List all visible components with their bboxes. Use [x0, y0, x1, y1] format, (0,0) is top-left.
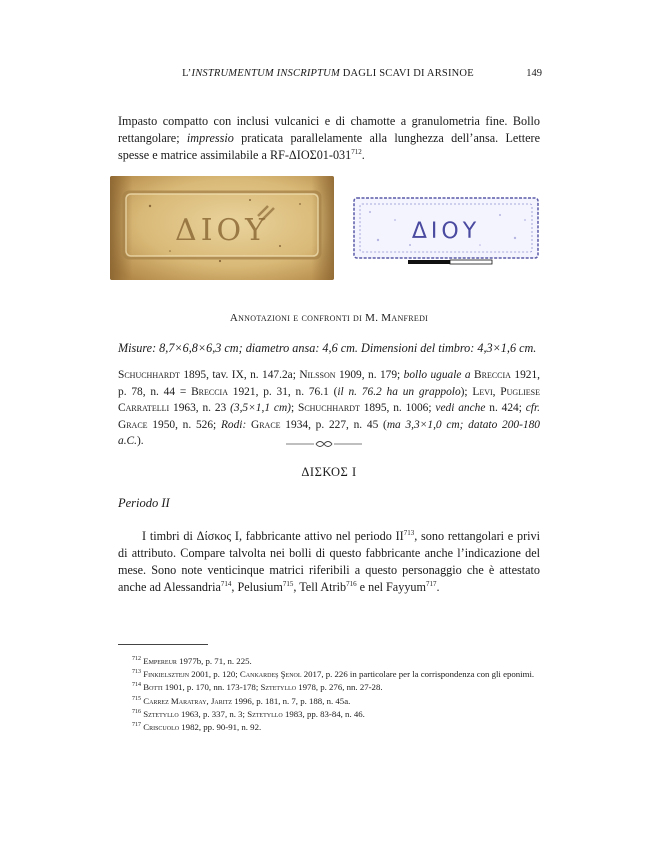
body-text-d: , Tell Atrib: [293, 580, 347, 594]
stamp-photo-inscription: ΔΙΟΥ: [175, 213, 269, 248]
footnote: [118, 695, 540, 708]
author-name: Sztetyllo: [143, 708, 179, 719]
text-run: ma 3,3×1,0 cm; datato 200-180 a.C.: [118, 418, 540, 447]
text-run: 1895, n. 1006;: [359, 402, 436, 414]
footnote-number: 717: [132, 722, 141, 729]
author-name: Carrez Maratray, Jaritz: [143, 695, 233, 706]
text-run: 1996, p. 181, n. 7, p. 188, n. 45a.: [232, 695, 351, 706]
footnote-ref[interactable]: 717: [425, 579, 437, 588]
author-name: Grace: [118, 418, 148, 431]
author-name: Sztetyllo: [260, 682, 297, 693]
footnote: [118, 655, 540, 668]
body-paragraph: [118, 528, 540, 596]
text-run: );: [460, 385, 473, 398]
author-name: Sztetyllo: [247, 708, 283, 719]
author-name: Botti: [143, 682, 163, 693]
footnote-rule: [118, 644, 208, 645]
author-name: Schuchhardt: [297, 402, 360, 414]
text-run: 1963, p. 337, n. 3;: [178, 708, 248, 719]
text-run: 1978, p. 276, nn. 27-28.: [296, 682, 383, 693]
text-run: bollo uguale a: [403, 369, 475, 381]
footnote-number: 715: [132, 695, 141, 702]
body-text-a: I timbri di Δίσκος I, fabbricante attivo nel periodo II: [142, 529, 404, 543]
footnote-ref[interactable]: 712: [351, 147, 362, 156]
text-run: 1950, n. 526;: [147, 418, 221, 431]
author-name: Breccia: [474, 369, 511, 381]
text-run: n. 424;: [485, 402, 526, 414]
footnote: [118, 668, 540, 681]
author-name: Schuchhardt: [118, 369, 180, 381]
running-head-italic: INSTRUMENTUM INSCRIPTUM: [191, 68, 340, 79]
text-run: 1977b, p. 71, n. 225.: [176, 656, 252, 666]
text-run: 1982, pp. 90-91, n. 92.: [179, 722, 262, 733]
text-run: ).: [137, 435, 144, 447]
footnote-ref[interactable]: 714: [220, 579, 232, 588]
text-run: 1934, p. 227, n. 45 (: [280, 418, 387, 431]
footnote-ref[interactable]: 715: [282, 579, 294, 588]
text-run: il n. 76.2 ha un grappolo: [337, 385, 461, 398]
text-run: (3,5×1,1 cm): [230, 402, 291, 414]
running-head-suffix: DAGLI SCAVI DI ARSINOE: [339, 68, 474, 79]
period-heading: Periodo II: [118, 496, 170, 510]
intro-text-1: Impasto compatto con inclusi vulcanici e di chamotte a granulometria fine. Bollo rettangolare;: [118, 114, 540, 145]
running-head: [118, 68, 538, 79]
footnote-ref[interactable]: 713: [403, 528, 415, 537]
text-run: 1895, tav. IX, n. 147.2a;: [179, 369, 300, 381]
body-text-c: , Pelusium: [231, 580, 283, 594]
footnote-number: 716: [132, 708, 141, 715]
intro-paragraph: [118, 113, 540, 164]
footnotes: [118, 655, 540, 734]
text-run: 1963, n. 23: [169, 402, 231, 414]
body-text-f: .: [436, 580, 440, 594]
text-run: 1921, p. 31, n. 76.1 (: [228, 385, 338, 398]
body-text-b: , sono rettangolari e privi di attributo. Compare talvolta nei bolli di questo fabbricante anche l’indicazione del mese. Sono note venticinque matrici riferibili a questo personaggio che è attestato anche ad Alessandria: [118, 529, 540, 594]
footnote-ref[interactable]: 716: [346, 579, 357, 588]
annotations-caption: Annotazioni e confronti di M. Manfredi: [229, 312, 429, 324]
text-run: Rodi:: [220, 418, 247, 431]
footnote: [118, 721, 540, 734]
footnote: [118, 681, 540, 694]
text-run: 1909, n. 179;: [335, 369, 404, 381]
text-run: ;: [290, 402, 298, 414]
author-name: Levi, Pugliese Carratelli: [118, 385, 540, 414]
text-run: 1983, pp. 83-84, n. 46.: [282, 708, 365, 719]
stamp-drawing: [350, 190, 542, 270]
intro-italic: impressio: [186, 131, 234, 145]
section-title: ΔΙΣΚΟΣ I: [301, 465, 357, 479]
body-text-e: e nel Fayyum: [356, 580, 426, 594]
text-run: 2001, p. 120;: [189, 669, 240, 680]
intro-text-3: .: [361, 148, 365, 162]
text-run: 1921, p. 78, n. 44 =: [118, 369, 540, 398]
measurements: Misure: 8,7×6,8×6,3 cm; diametro ansa: 4,6 cm. Dimensioni del timbro: 4,3×1,6 cm.: [118, 341, 537, 355]
author-name: Breccia: [191, 385, 228, 398]
text-run: vedi anche: [435, 402, 486, 414]
text-run: 2017, p. 226 in particolare per la corrispondenza con gli eponimi.: [301, 669, 535, 680]
footnote-number: 714: [132, 682, 141, 689]
author-name: Finkielsztejn: [143, 669, 190, 680]
text-run: 1901, p. 170, nn. 173-178;: [162, 682, 261, 693]
footnote-number: 712: [132, 656, 141, 663]
author-name: Nilsson: [299, 369, 336, 381]
stamp-drawing-inscription: ΔΙΟΥ: [411, 219, 481, 244]
author-name: Grace: [251, 418, 281, 431]
stamp-photo: [110, 176, 334, 280]
author-name: Criscuolo: [143, 722, 180, 733]
author-name: Empereur: [143, 656, 177, 666]
running-head-prefix: L’: [182, 68, 192, 79]
footnote: [118, 708, 540, 721]
ornament-divider: [286, 437, 362, 449]
text-run: cfr.: [525, 402, 540, 414]
author-name: Cankardeş Şenol: [239, 669, 302, 680]
page-number: 149: [526, 68, 542, 79]
footnote-number: 713: [132, 669, 141, 676]
intro-text-2: praticata parallelamente alla lunghezza dell’ansa. Lettere spesse e matrice assimilabile a RF-ΔΙΟΣ01-031: [118, 131, 540, 162]
